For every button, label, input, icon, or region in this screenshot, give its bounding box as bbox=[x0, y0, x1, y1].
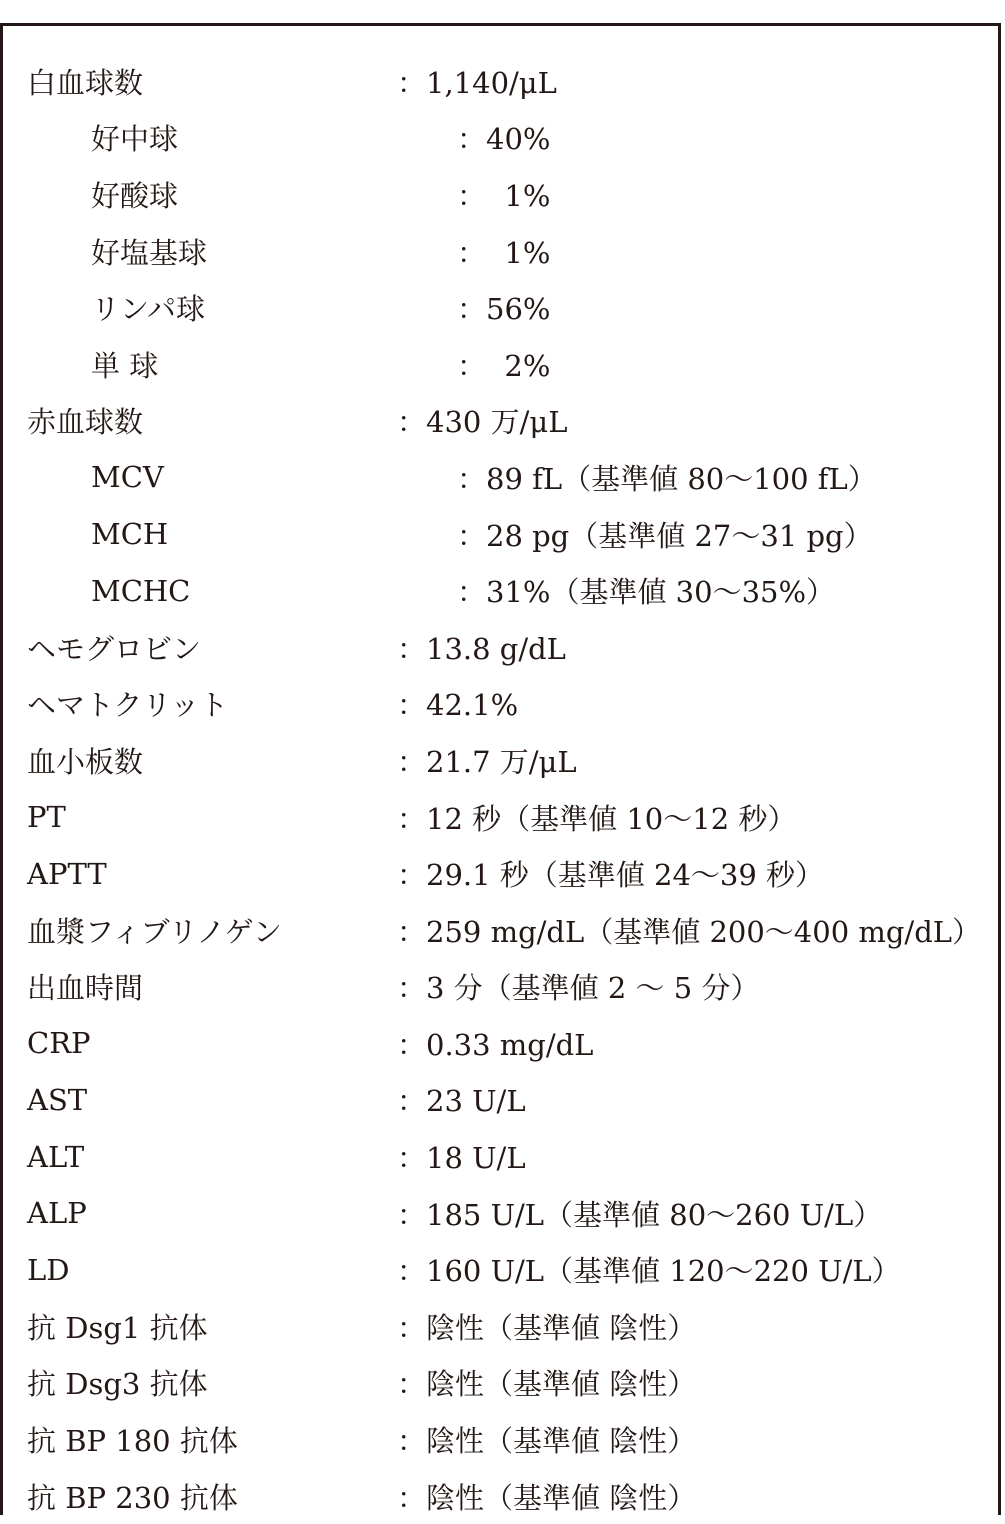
lab-row bbox=[27, 506, 998, 563]
test-name: ヘモグロビン bbox=[27, 631, 202, 666]
test-name: 好酸球 bbox=[91, 178, 179, 213]
lab-row bbox=[27, 449, 998, 506]
lab-row bbox=[27, 1072, 998, 1129]
test-name: 血小板数 bbox=[27, 744, 144, 779]
test-name: LD bbox=[27, 1252, 70, 1287]
lab-results-list bbox=[27, 53, 998, 1524]
test-name: 抗 BP 180 抗体 bbox=[27, 1424, 238, 1459]
test-value: ：89 fL（基準値 80～100 fL） bbox=[457, 461, 877, 496]
lab-row bbox=[27, 1298, 998, 1355]
test-name: 単 球 bbox=[91, 348, 159, 383]
test-value: ：18 U/L bbox=[397, 1141, 526, 1176]
lab-row bbox=[27, 732, 998, 789]
test-value: ：陰性（基準値 陰性） bbox=[397, 1424, 697, 1459]
test-name: 血漿フィブリノゲン bbox=[27, 914, 282, 949]
test-name: AST bbox=[27, 1082, 88, 1117]
test-name: 好塩基球 bbox=[91, 235, 208, 270]
test-value: ：23 U/L bbox=[397, 1084, 526, 1119]
test-value: ： 2% bbox=[457, 348, 551, 383]
test-name: PT bbox=[27, 800, 66, 835]
lab-row bbox=[27, 1128, 998, 1185]
test-value: ：40% bbox=[457, 122, 551, 157]
lab-results-box bbox=[0, 23, 1001, 1515]
test-name: ヘマトクリット bbox=[27, 688, 229, 723]
test-name: 抗 Dsg1 抗体 bbox=[27, 1310, 208, 1345]
test-value: ：259 mg/dL（基準値 200～400 mg/dL） bbox=[397, 914, 982, 949]
test-value: ： 1% bbox=[457, 178, 551, 213]
lab-row bbox=[27, 789, 998, 846]
lab-row bbox=[27, 845, 998, 902]
test-value: ：陰性（基準値 陰性） bbox=[397, 1367, 697, 1402]
lab-row bbox=[27, 902, 998, 959]
test-name: MCHC bbox=[91, 573, 191, 608]
lab-row bbox=[27, 959, 998, 1016]
test-name: ALP bbox=[27, 1196, 87, 1231]
lab-row bbox=[27, 223, 998, 280]
lab-row bbox=[27, 336, 998, 393]
lab-row bbox=[27, 110, 998, 167]
lab-row bbox=[27, 1411, 998, 1468]
test-value: ：12 秒（基準値 10～12 秒） bbox=[397, 801, 797, 836]
test-name: 抗 Dsg3 抗体 bbox=[27, 1367, 208, 1402]
lab-row bbox=[27, 676, 998, 733]
lab-row bbox=[27, 279, 998, 336]
test-name: リンパ球 bbox=[91, 292, 205, 327]
lab-row bbox=[27, 1185, 998, 1242]
test-value: ：1,140/μL bbox=[397, 65, 557, 100]
test-name: CRP bbox=[27, 1026, 91, 1061]
lab-row bbox=[27, 53, 998, 110]
test-name: 出血時間 bbox=[27, 971, 144, 1006]
test-value: ：28 pg（基準値 27～31 pg） bbox=[457, 518, 873, 553]
test-value: ：0.33 mg/dL bbox=[397, 1027, 594, 1062]
test-value: ：3 分（基準値 2 ～ 5 分） bbox=[397, 971, 760, 1006]
test-name: 抗 BP 230 抗体 bbox=[27, 1480, 238, 1515]
test-value: ：29.1 秒（基準値 24～39 秒） bbox=[397, 858, 825, 893]
test-value: ：21.7 万/μL bbox=[397, 744, 577, 779]
test-name: MCV bbox=[91, 460, 164, 495]
test-value: ：430 万/μL bbox=[397, 405, 568, 440]
lab-row bbox=[27, 393, 998, 450]
lab-row bbox=[27, 166, 998, 223]
test-value: ：56% bbox=[457, 292, 551, 327]
test-name: 白血球数 bbox=[27, 65, 144, 100]
lab-row bbox=[27, 1355, 998, 1412]
test-value: ：185 U/L（基準値 80～260 U/L） bbox=[397, 1197, 883, 1232]
test-name: ALT bbox=[27, 1139, 85, 1174]
test-value: ： 1% bbox=[457, 235, 551, 270]
test-value: ：陰性（基準値 陰性） bbox=[397, 1480, 697, 1515]
lab-row bbox=[27, 1241, 998, 1298]
test-value: ：陰性（基準値 陰性） bbox=[397, 1310, 697, 1345]
lab-row bbox=[27, 562, 998, 619]
test-name: MCH bbox=[91, 517, 169, 552]
lab-row bbox=[27, 1015, 998, 1072]
test-name: APTT bbox=[27, 856, 107, 891]
test-name: 好中球 bbox=[91, 122, 179, 157]
lab-row bbox=[27, 619, 998, 676]
test-name: 赤血球数 bbox=[27, 405, 144, 440]
lab-row bbox=[27, 1468, 998, 1524]
test-value: ：160 U/L（基準値 120～220 U/L） bbox=[397, 1254, 901, 1289]
test-value: ：31%（基準値 30～35%） bbox=[457, 575, 836, 610]
test-value: ：42.1% bbox=[397, 688, 519, 723]
test-value: ：13.8 g/dL bbox=[397, 631, 566, 666]
